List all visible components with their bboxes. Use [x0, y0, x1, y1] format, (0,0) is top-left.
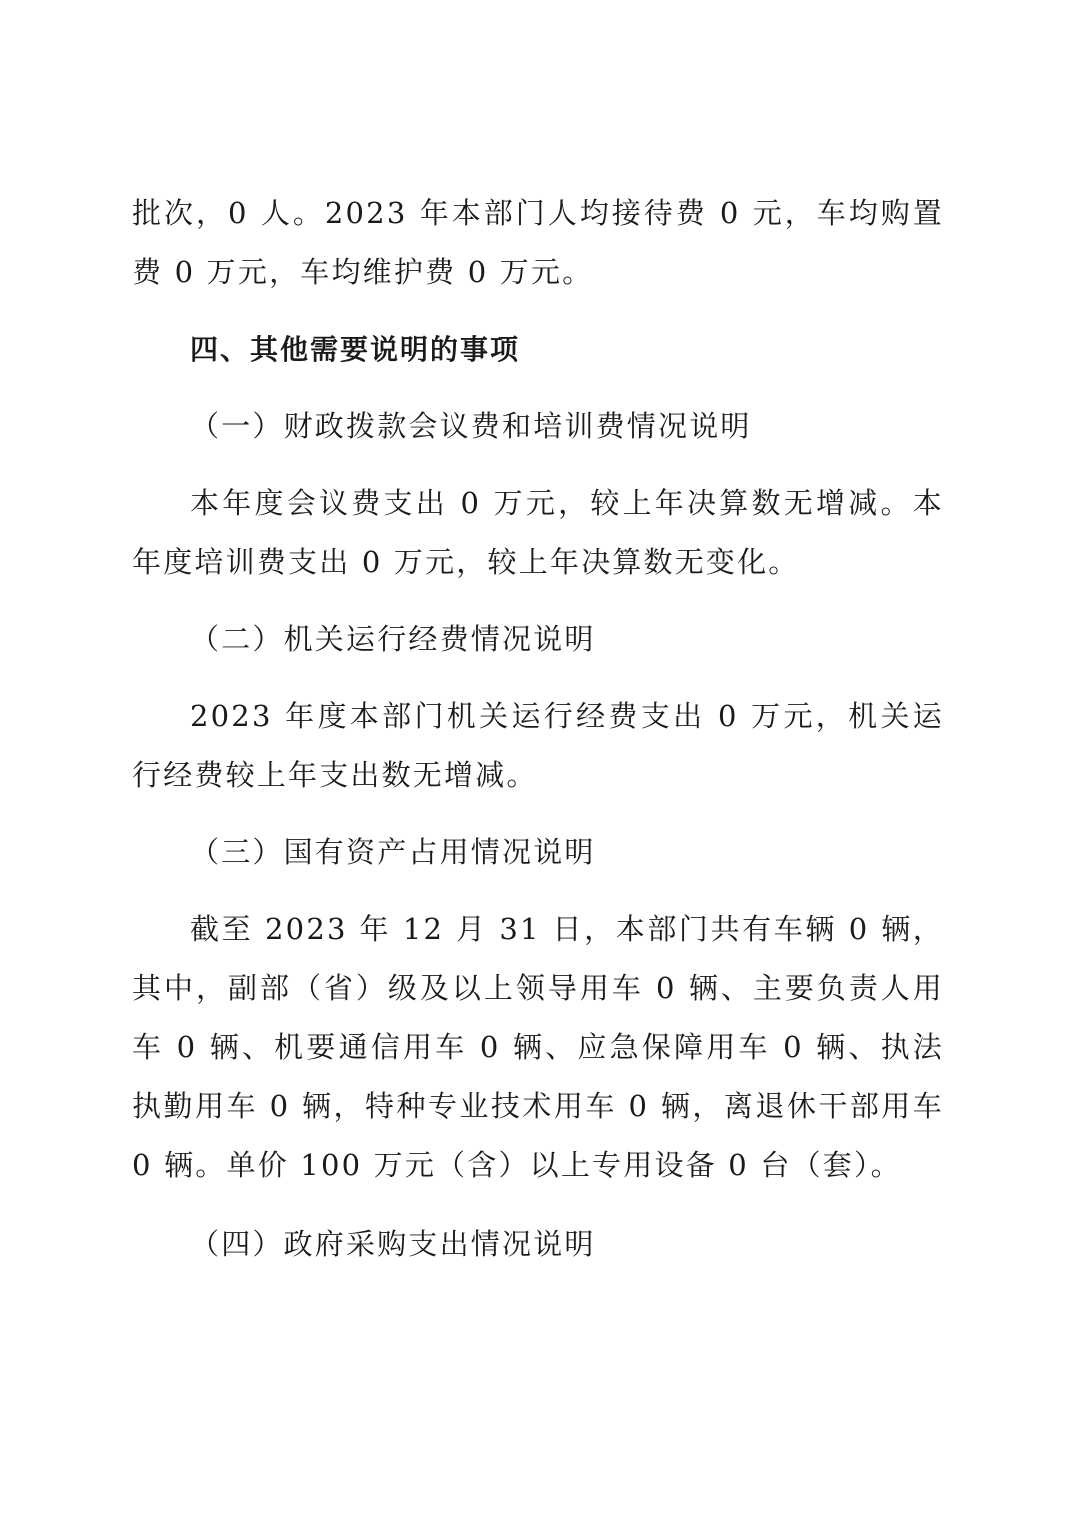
subsection-1-body: 本年度会议费支出 0 万元，较上年决算数无增减。本年度培训费支出 0 万元，较上年决算数无变化。 [132, 486, 944, 579]
subsection-2-title: （二）机关运行经费情况说明 [190, 622, 596, 656]
subsection-3-body: 截至 2023 年 12 月 31 日，本部门共有车辆 0 辆，其中，副部（省）级及以上领导用车 0 辆、主要负责人用车 0 辆、机要通信用车 0 辆、应急保障用车 0 辆、执法执勤用车 0 辆，特种专业技术用车 0 辆，离退休干部用车 0 辆。单价 100 万元（含）以上专用设备 0 台（套）。 [132, 912, 944, 1182]
subsection-2-body: 2023 年度本部门机关运行经费支出 0 万元，机关运行经费较上年支出数无增减。 [132, 699, 944, 792]
subsection-4-title: （四）政府采购支出情况说明 [190, 1227, 596, 1261]
subsection-1-title: （一）财政拨款会议费和培训费情况说明 [190, 409, 752, 443]
section-four-heading: 四、其他需要说明的事项 [190, 333, 521, 366]
subsection-3-title: （三）国有资产占用情况说明 [190, 835, 596, 869]
document-page [132, 184, 944, 1274]
continuation-paragraph: 批次，0 人。2023 年本部门人均接待费 0 元，车均购置费 0 万元，车均维护费 0 万元。 [132, 196, 944, 289]
